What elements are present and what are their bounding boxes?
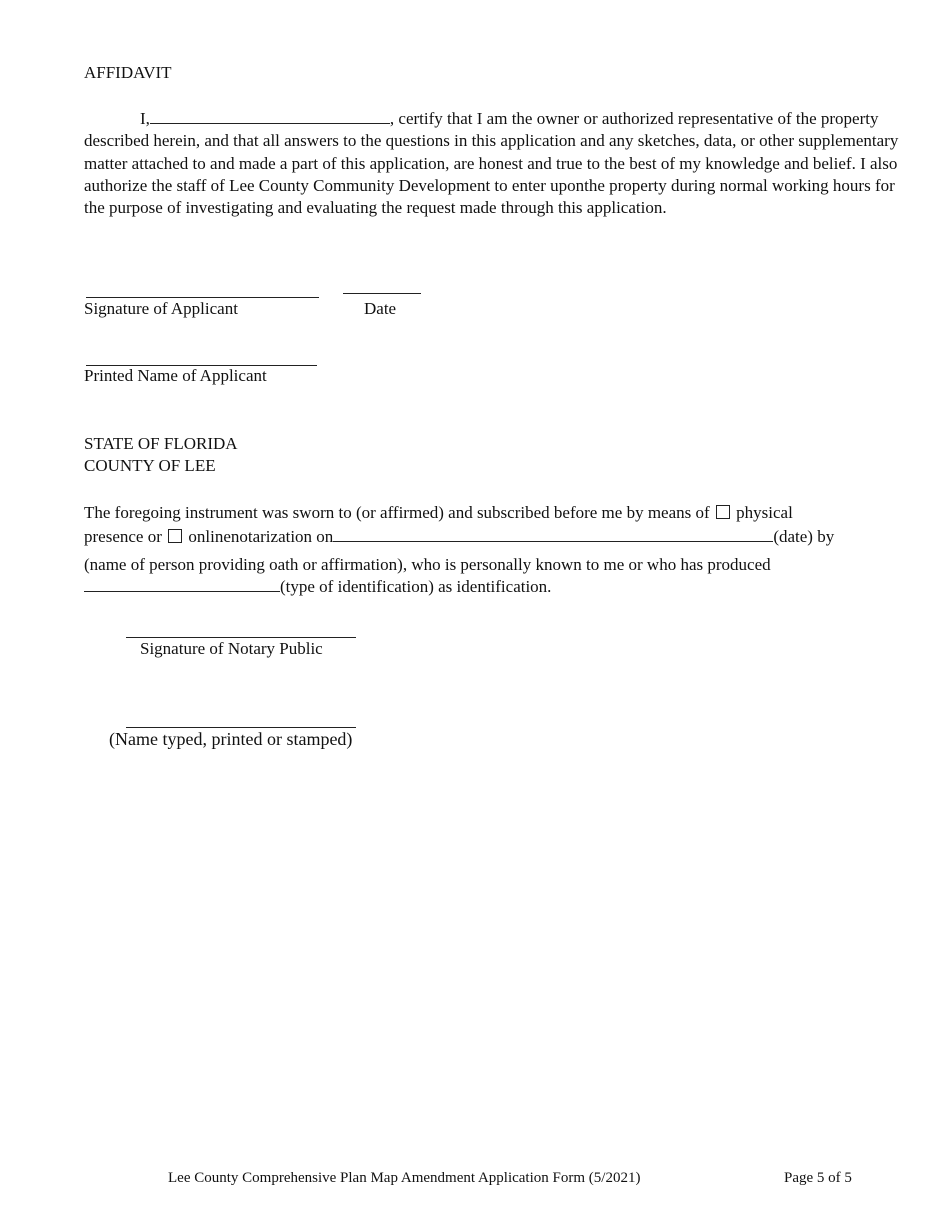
footer-page-number: Page 5 of 5	[784, 1170, 852, 1186]
state-label: STATE OF FLORIDA	[84, 434, 238, 453]
physical-label: physical	[736, 503, 793, 522]
notary-signature-line[interactable]	[126, 637, 356, 638]
identification-suffix: (type of identification) as identification.	[280, 577, 552, 596]
affiant-name-field[interactable]	[150, 109, 390, 124]
date-label: Date	[364, 299, 397, 318]
notary-name-line[interactable]	[126, 727, 356, 728]
notary-line-4	[84, 577, 551, 597]
date-by-text: (date) by	[773, 527, 835, 546]
name-typed-label: (Name typed, printed or stamped)	[109, 729, 353, 749]
online-label: onlinenotarization on	[188, 527, 334, 546]
identification-type-field[interactable]	[84, 577, 280, 592]
footer-form-name: Lee County Comprehensive Plan Map Amendment Application Form (5/2021)	[168, 1170, 641, 1186]
presence-or-text: presence or	[84, 527, 162, 546]
affidavit-body: , certify that I am the owner or authorized representative of the property described herein, and that all answers to the questions in this application and any sketches, data, or other supplementary matter attached to and made a part of this application, are honest and true to the best of my knowledge and belief. I also authorize the staff of Lee County Community Development to enter uponthe property during normal working hours for the purpose of investigating and evaluating the request made through this application.	[84, 109, 899, 218]
county-label: COUNTY OF LEE	[84, 456, 216, 475]
affidavit-prefix: I,	[140, 109, 150, 128]
printed-name-label: Printed Name of Applicant	[84, 366, 267, 385]
applicant-signature-line[interactable]	[86, 297, 319, 298]
date-line[interactable]	[343, 293, 421, 294]
notarization-date-field[interactable]	[333, 527, 773, 542]
notary-line-1	[84, 503, 793, 523]
applicant-signature-label: Signature of Applicant	[84, 299, 238, 318]
notary-line-3: (name of person providing oath or affirmation), who is personally known to me or who has produced	[84, 555, 771, 574]
affidavit-paragraph	[84, 108, 906, 219]
document-title: AFFIDAVIT	[84, 63, 172, 82]
notary-signature-label: Signature of Notary Public	[140, 639, 323, 658]
online-notarization-checkbox[interactable]	[168, 529, 182, 543]
notary-line-2	[84, 527, 834, 547]
physical-presence-checkbox[interactable]	[716, 505, 730, 519]
notary-line-1-text: The foregoing instrument was sworn to (or affirmed) and subscribed before me by means of	[84, 503, 710, 522]
